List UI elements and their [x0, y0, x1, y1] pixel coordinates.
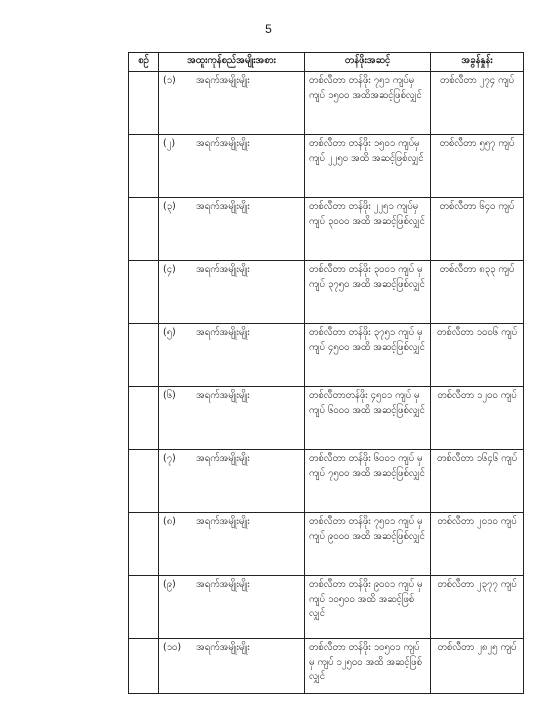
goods-type-cell [159, 72, 305, 135]
tax-rate-cell: တစ်လီတာ ၁၂၀၀ ကျပ် [431, 387, 524, 450]
table-row [129, 135, 524, 198]
value-tier-cell: တစ်လီတာတန်ဖိုး ၄၅၀၁ ကျပ် မှ ကျပ် ၆၀၀၀ အထိ အဆင့်ဖြစ်လျှင် [305, 387, 431, 450]
header-goods-type: အထူးကုန်စည်အမျိုးအစား [159, 53, 305, 72]
table-row [129, 513, 524, 576]
page-number: 5 [265, 22, 272, 36]
goods-type-cell [159, 135, 305, 198]
value-tier-cell: တစ်လီတာ တန်ဖိုး ၂၂၅၁ ကျပ်မှ ကျပ် ၃၀၀၀ အထိ အဆင့်ဖြစ်လျှင် [305, 198, 431, 261]
header-value-tier: တန်ဖိုးအဆင့် [305, 53, 431, 72]
serial-cell [129, 135, 159, 198]
header-tax-rate: အခွန်နှုန်း [431, 53, 524, 72]
goods-type-cell [159, 639, 305, 694]
item-number: (၈) [163, 516, 176, 527]
table-row [129, 198, 524, 261]
serial-cell [129, 639, 159, 694]
serial-cell [129, 261, 159, 324]
goods-type-cell [159, 513, 305, 576]
goods-type-label: အရက်အမျိုးမျိုး [196, 579, 250, 590]
item-number: (၉) [163, 579, 176, 590]
goods-type-label: အရက်အမျိုးမျိုး [196, 75, 250, 86]
goods-type-label: အရက်အမျိုးမျိုး [196, 390, 250, 401]
table-row [129, 72, 524, 135]
value-tier-cell: တစ်လီတာ တန်ဖိုး ၇၅၀၁ ကျပ် မှ ကျပ် ၉၀၀၀ အထိ အဆင့်ဖြစ်လျှင် [305, 513, 431, 576]
value-tier-cell: တစ်လီတာ တန်ဖိုး ၃၀၀၁ ကျပ် မှ ကျပ် ၃၇၅၀ အထိ အဆင့်ဖြစ်လျှင် [305, 261, 431, 324]
header-serial: စဉ် [129, 53, 159, 72]
item-number: (၆) [163, 390, 176, 401]
serial-cell [129, 324, 159, 387]
table-row [129, 324, 524, 387]
table-row [129, 450, 524, 513]
table-row [129, 639, 524, 694]
serial-cell [129, 387, 159, 450]
tax-rate-cell: တစ်လီတာ ၅၅၇ ကျပ် [431, 135, 524, 198]
item-number: (၄) [163, 264, 176, 275]
item-number: (၁) [163, 75, 176, 86]
goods-type-label: အရက်အမျိုးမျိုး [196, 201, 250, 212]
item-number: (၂) [163, 138, 176, 149]
item-number: (၃) [163, 201, 176, 212]
serial-cell [129, 513, 159, 576]
goods-type-cell [159, 324, 305, 387]
value-tier-cell: တစ်လီတာ တန်ဖိုး ၁၀၅၀၁ ကျပ် မှ ကျပ် ၁၂၅၀၀ အထိ အဆင့်ဖြစ်လျှင် [305, 639, 431, 694]
goods-type-label: အရက်အမျိုးမျိုး [196, 516, 250, 527]
item-number: (၇) [163, 453, 176, 464]
item-number: (၁၀) [163, 642, 182, 653]
tax-rate-cell: တစ်လီတာ ၆၄၀ ကျပ် [431, 198, 524, 261]
tax-rate-cell: တစ်လီတာ ၈၃၃ ကျပ် [431, 261, 524, 324]
tax-rate-cell: တစ်လီတာ ၂၇၄ ကျပ် [431, 72, 524, 135]
goods-type-label: အရက်အမျိုးမျိုး [196, 138, 250, 149]
serial-cell [129, 198, 159, 261]
serial-cell [129, 72, 159, 135]
goods-type-cell [159, 387, 305, 450]
tax-rate-table [128, 52, 524, 694]
goods-type-cell [159, 261, 305, 324]
value-tier-cell: တစ်လီတာ တန်ဖိုး ၉၀၀၁ ကျပ် မှ ကျပ် ၁၀၅၀၀ အထိ အဆင့်ဖြစ်လျှင် [305, 576, 431, 639]
table-row [129, 261, 524, 324]
tax-rate-cell: တစ်လီတာ ၂၃၇၇ ကျပ် [431, 576, 524, 639]
goods-type-cell [159, 576, 305, 639]
goods-type-label: အရက်အမျိုးမျိုး [196, 264, 250, 275]
serial-cell [129, 576, 159, 639]
goods-type-label: အရက်အမျိုးမျိုး [196, 642, 250, 653]
value-tier-cell: တစ်လီတာ တန်ဖိုး ၆၀၀၁ ကျပ် မှ ကျပ် ၇၅၀၀ အထိ အဆင့်ဖြစ်လျှင် [305, 450, 431, 513]
value-tier-cell: တစ်လီတာ တန်ဖိုး ၁၅၀၁ ကျပ်မှ ကျပ် ၂၂၅၀ အထိ အဆင့်ဖြစ်လျှင် [305, 135, 431, 198]
goods-type-label: အရက်အမျိုးမျိုး [196, 327, 250, 338]
value-tier-cell: တစ်လီတာ တန်ဖိုး ၃၇၅၁ ကျပ် မှ ကျပ် ၄၅၀၀ အထိ အဆင့်ဖြစ်လျှင် [305, 324, 431, 387]
table-header-row [129, 53, 524, 72]
goods-type-cell [159, 450, 305, 513]
tax-rate-cell: တစ်လီတာ ၂၈၂၅ ကျပ် [431, 639, 524, 694]
table-row [129, 576, 524, 639]
goods-type-cell [159, 198, 305, 261]
table-row [129, 387, 524, 450]
item-number: (၅) [163, 327, 176, 338]
tax-rate-cell: တစ်လီတာ ၁၆၄၆ ကျပ် [431, 450, 524, 513]
tax-rate-cell: တစ်လီတာ ၂၀၁၀ ကျပ် [431, 513, 524, 576]
value-tier-cell: တစ်လီတာ တန်ဖိုး ၇၅၁ ကျပ်မှ ကျပ် ၁၅၀၀ အထိအဆင့်ဖြစ်လျှင် [305, 72, 431, 135]
goods-type-label: အရက်အမျိုးမျိုး [196, 453, 250, 464]
serial-cell [129, 450, 159, 513]
tax-rate-cell: တစ်လီတာ ၁၀၀၆ ကျပ် [431, 324, 524, 387]
